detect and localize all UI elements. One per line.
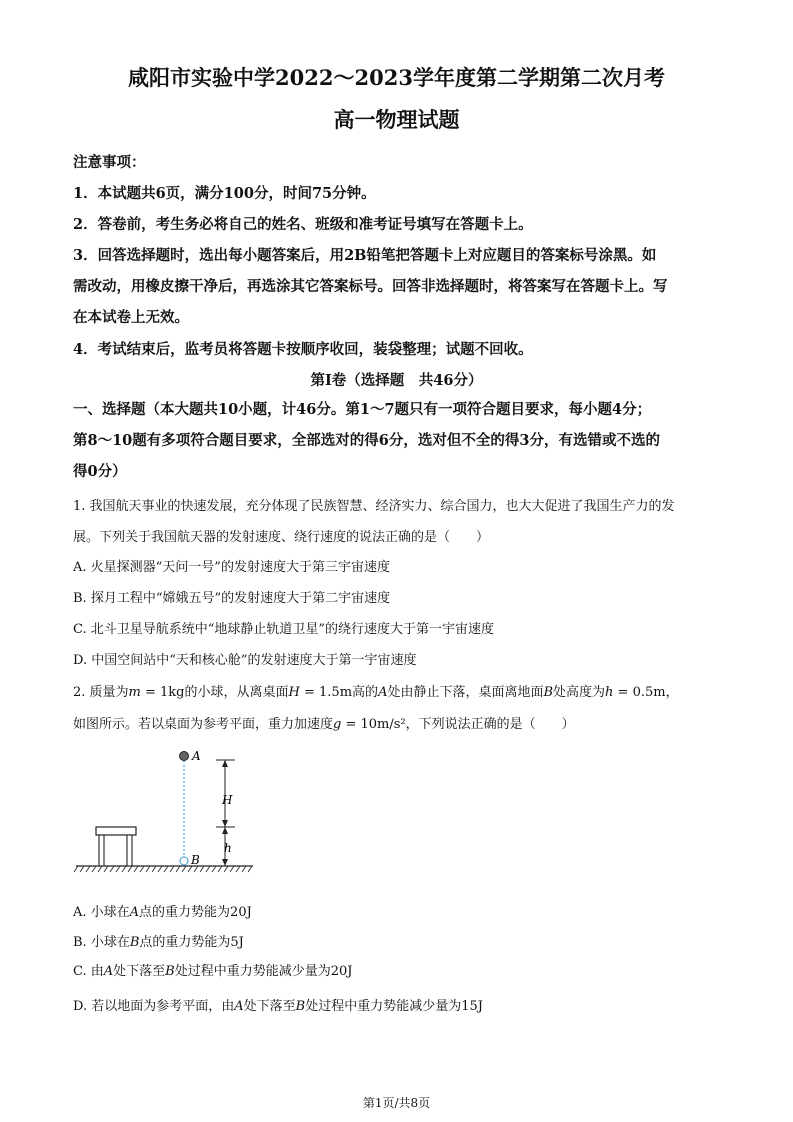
figure-label-h-upper: H	[222, 793, 233, 807]
ground-hatching	[74, 866, 252, 872]
exam-subtitle: 高一物理试题	[333, 107, 460, 132]
notice-item-2: 2．答卷前，考生务必将自己的姓名、班级和准考证号填写在答题卡上。	[73, 216, 533, 233]
figure-label-h-lower: h	[224, 841, 232, 855]
q1-option-b: B. 探月工程中“嫦娥五号”的发射速度大于第二宇宙速度	[73, 591, 391, 606]
q2-option-d: D. 若以地面为参考平面，由A处下落至B处过程中重力势能减少量为15J	[73, 999, 483, 1014]
table-icon	[96, 827, 136, 866]
notice-item-1: 1．本试题共6页，满分100分，时间75分钟。	[73, 185, 376, 202]
notice-item-3-line-3: 在本试卷上无效。	[73, 309, 189, 326]
exam-title: 咸阳市实验中学2022～2023学年度第二学期第二次月考	[128, 65, 665, 90]
ball-at-a-icon	[180, 752, 189, 761]
notice-heading: 注意事项：	[73, 154, 146, 171]
q2-option-b: B. 小球在B点的重力势能为5J	[73, 935, 244, 950]
q1-stem-line-1: 1. 我国航天事业的快速发展，充分体现了民族智慧、经济实力、综合国力，也大大促进了我国生产力的发	[73, 499, 675, 514]
section-instructions-line-3: 得0分）	[73, 463, 127, 480]
q1-stem-line-2: 展。下列关于我国航天器的发射速度、绕行速度的说法正确的是（ ）	[73, 530, 490, 545]
notice-item-3-line-1: 3．回答选择题时，选出每小题答案后，用2B铅笔把答题卡上对应题目的答案标号涂黑。如	[73, 247, 657, 264]
q2-stem-line-1: 2. 质量为m = 1kg的小球，从离桌面H = 1.5m高的A处由静止下落，桌面离地面B处高度为h = 0.5m，	[73, 685, 679, 700]
q2-option-a: A. 小球在A点的重力势能为20J	[73, 905, 252, 920]
q1-option-d: D. 中国空间站中“天和核心舱”的发射速度大于第一宇宙速度	[73, 653, 417, 668]
section-instructions-line-1: 一、选择题（本大题共10小题，计46分。第1～7题只有一项符合题目要求，每小题4分；	[73, 401, 652, 418]
notice-item-4: 4．考试结束后，监考员将答题卡按顺序收回，装袋整理；试题不回收。	[73, 341, 533, 358]
notice-item-3-line-2: 需改动，用橡皮擦干净后，再选涂其它答案标号。回答非选择题时，将答案写在答题卡上。写	[73, 278, 668, 295]
q2-option-c: C. 由A处下落至B处过程中重力势能减少量为20J	[73, 964, 353, 979]
page-number: 第1页/共8页	[362, 1096, 431, 1110]
ball-at-b-icon	[180, 857, 188, 865]
q2-stem-line-2: 如图所示。若以桌面为参考平面，重力加速度g = 10m/s²，下列说法正确的是（ ）	[73, 717, 575, 732]
q2-figure	[70, 745, 270, 877]
figure-label-b: B	[191, 853, 200, 867]
part-title: 第Ⅰ卷（选择题 共46分）	[310, 372, 483, 389]
figure-label-a: A	[192, 749, 201, 763]
q1-option-a: A. 火星探测器“天问一号”的发射速度大于第三宇宙速度	[73, 560, 390, 575]
q1-option-c: C. 北斗卫星导航系统中“地球静止轨道卫星”的绕行速度大于第一宇宙速度	[73, 622, 495, 637]
section-instructions-line-2: 第8～10题有多项符合题目要求，全部选对的得6分，选对但不全的得3分，有选错或不选的	[73, 432, 660, 449]
